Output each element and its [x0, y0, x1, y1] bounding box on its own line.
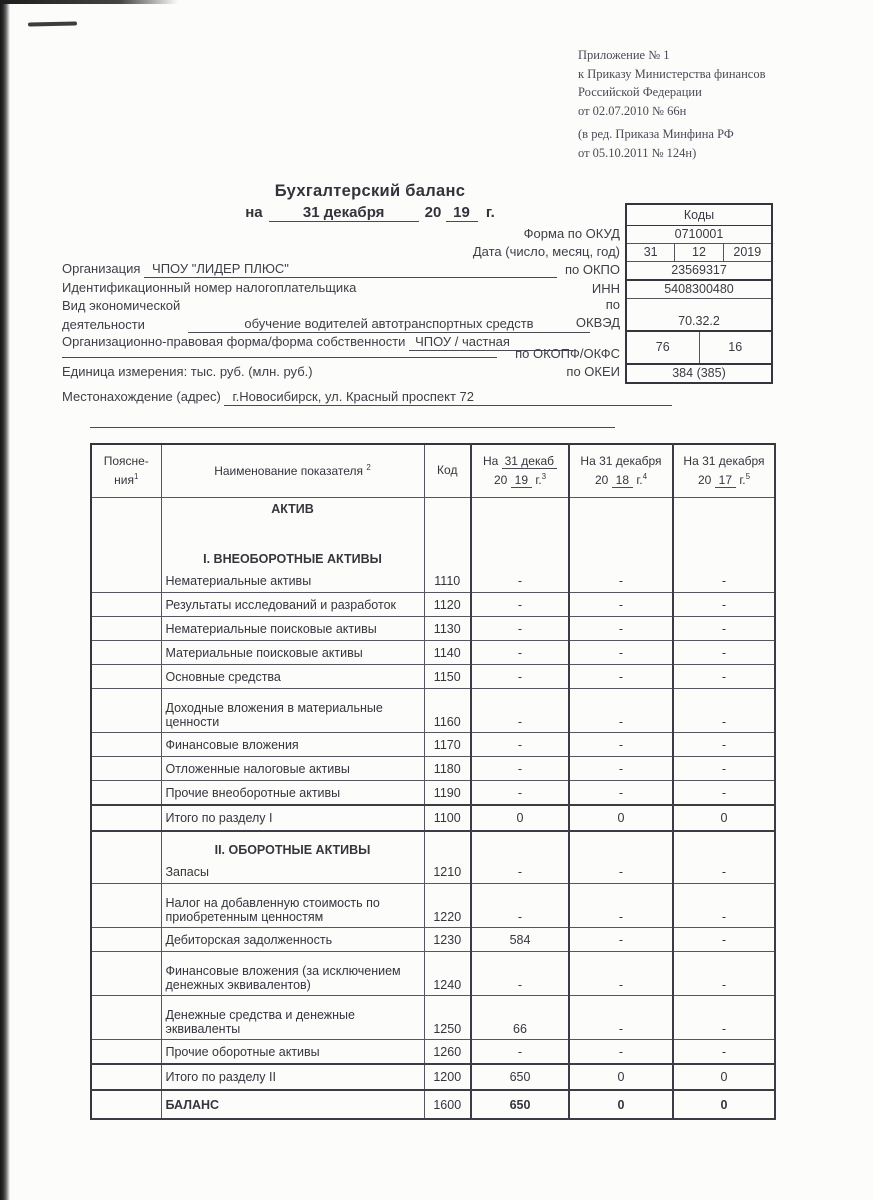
table-row — [91, 996, 775, 1040]
row-value-2019: - — [471, 952, 569, 996]
row-code: 1120 — [424, 593, 471, 617]
date-prefix: на — [245, 204, 263, 221]
okved-code: 70.32.2 — [627, 298, 771, 330]
table-row — [91, 805, 775, 831]
row-value-2019: - — [471, 781, 569, 806]
row-indicator-name: Нематериальные поисковые активы — [161, 617, 424, 641]
row-indicator-name: АКТИВ — [161, 498, 424, 542]
row-value-2017: - — [673, 641, 775, 665]
col-2018-suffix: г. — [636, 472, 643, 487]
row-notes — [91, 498, 161, 542]
row-value-2017: - — [673, 757, 775, 781]
document-date-line — [150, 204, 590, 222]
row-notes — [91, 1040, 161, 1065]
table-row — [91, 641, 775, 665]
regulation-annotation — [578, 46, 765, 162]
row-value-2018: - — [569, 860, 673, 884]
blank-underline — [90, 413, 615, 428]
col-2019-century: 20 — [493, 472, 508, 487]
balance-table — [90, 443, 776, 1120]
codes-header: Коды — [627, 205, 771, 226]
row-indicator-name: Итого по разделу I — [161, 805, 424, 831]
row-value-2019 — [471, 541, 569, 569]
document-title: Бухгалтерский баланс — [274, 182, 466, 200]
address-label: Местонахождение (адрес) — [62, 389, 221, 404]
row-indicator-name: Прочие оборотные активы — [161, 1040, 424, 1065]
address-row — [62, 389, 672, 406]
row-value-2018: 0 — [569, 1090, 673, 1119]
okpo-code: 23569317 — [627, 261, 771, 279]
col-2019-suffix: г. — [535, 472, 542, 487]
col-2017-year: 17 — [715, 473, 736, 488]
row-code: 1240 — [424, 952, 471, 996]
row-indicator-name: Финансовые вложения (за исключением денежных эквивалентов) — [161, 952, 424, 996]
row-value-2018: - — [569, 757, 673, 781]
scan-edge-top — [0, 0, 178, 4]
row-value-2018: - — [569, 952, 673, 996]
row-notes — [91, 805, 161, 831]
col-2018-century: 20 — [594, 472, 609, 487]
table-row — [91, 569, 775, 593]
row-code: 1260 — [424, 1040, 471, 1065]
row-notes — [91, 1090, 161, 1119]
row-code — [424, 541, 471, 569]
row-notes — [91, 952, 161, 996]
row-value-2018: - — [569, 884, 673, 928]
table-row — [91, 1090, 775, 1119]
row-indicator-name: Денежные средства и денежные эквиваленты — [161, 996, 424, 1040]
date-code-row — [627, 243, 771, 261]
row-value-2017: - — [673, 1040, 775, 1065]
row-code: 1100 — [424, 805, 471, 831]
annotation-line: Приложение № 1 — [578, 48, 670, 62]
row-value-2017: - — [673, 952, 775, 996]
row-code: 1180 — [424, 757, 471, 781]
row-value-2017: - — [673, 689, 775, 733]
row-value-2019: - — [471, 665, 569, 689]
organization-value: ЧПОУ "ЛИДЕР ПЛЮС" — [144, 261, 557, 278]
row-value-2018: - — [569, 733, 673, 757]
row-value-2018: - — [569, 1040, 673, 1065]
row-value-2017: - — [673, 860, 775, 884]
date-suffix: г. — [485, 204, 495, 221]
col-2019-sup: 3 — [541, 471, 547, 481]
col-header-2019 — [471, 444, 569, 498]
row-notes — [91, 665, 161, 689]
table-row — [91, 860, 775, 884]
row-value-2017: - — [673, 665, 775, 689]
row-value-2017: - — [673, 569, 775, 593]
col-2018-prefix: На 31 декабря — [580, 454, 662, 469]
row-indicator-name: Нематериальные активы — [161, 569, 424, 593]
table-row — [91, 781, 775, 806]
table-row — [91, 952, 775, 996]
organization-row — [62, 261, 557, 278]
row-notes — [91, 689, 161, 733]
date-day: 31 — [627, 244, 675, 261]
annotation-line: Российской Федерации — [578, 85, 702, 99]
row-code — [424, 831, 471, 860]
table-row — [91, 831, 775, 860]
row-indicator-name: Финансовые вложения — [161, 733, 424, 757]
row-notes — [91, 593, 161, 617]
row-value-2018: - — [569, 928, 673, 952]
row-indicator-name: Основные средства — [161, 665, 424, 689]
row-value-2019: - — [471, 569, 569, 593]
col-header-2018 — [569, 444, 673, 498]
balance-table-body — [91, 498, 775, 1120]
row-value-2018: - — [569, 593, 673, 617]
okei-label: по ОКЕИ — [566, 364, 620, 379]
row-notes — [91, 884, 161, 928]
row-value-2018: - — [569, 996, 673, 1040]
pen-dash-mark — [28, 21, 77, 26]
row-value-2018: 0 — [569, 1064, 673, 1090]
row-notes — [91, 617, 161, 641]
row-notes — [91, 928, 161, 952]
row-notes — [91, 996, 161, 1040]
row-notes — [91, 733, 161, 757]
scan-edge-left — [0, 0, 10, 1200]
okei-code: 384 (385) — [627, 363, 771, 382]
address-value: г.Новосибирск, ул. Красный проспект 72 — [224, 389, 672, 406]
row-value-2019: - — [471, 617, 569, 641]
row-code: 1130 — [424, 617, 471, 641]
date-field-label: Дата (число, месяц, год) — [472, 244, 620, 259]
organization-label: Организация — [62, 261, 141, 276]
row-value-2019: - — [471, 593, 569, 617]
name-header-text: Наименование показателя — [214, 463, 363, 478]
unit-of-measure-label: Единица измерения: тыс. руб. (млн. руб.) — [62, 364, 313, 379]
codes-box — [625, 203, 773, 384]
blank-underline — [62, 343, 497, 358]
row-value-2017: - — [673, 996, 775, 1040]
okved-label-line1: по — [605, 297, 620, 312]
row-value-2018: - — [569, 641, 673, 665]
activity-label-line1: Вид экономической — [62, 298, 181, 313]
activity-label-line2: деятельности — [62, 317, 145, 332]
row-value-2019: 66 — [471, 996, 569, 1040]
row-indicator-name: Прочие внеоборотные активы — [161, 781, 424, 806]
row-value-2018: - — [569, 781, 673, 806]
col-2019-date: 31 декаб — [502, 454, 557, 469]
table-row — [91, 733, 775, 757]
col-2017-suffix: г. — [739, 472, 746, 487]
okfs-code: 16 — [728, 340, 743, 354]
row-value-2019: - — [471, 689, 569, 733]
table-row — [91, 498, 775, 542]
col-header-notes — [91, 444, 161, 498]
inn-row-label: Идентификационный номер налогоплательщика — [62, 280, 357, 295]
table-row — [91, 1064, 775, 1090]
row-indicator-name: II. ОБОРОТНЫЕ АКТИВЫ — [161, 831, 424, 860]
row-code: 1250 — [424, 996, 471, 1040]
annotation-line: от 02.07.2010 № 66н — [578, 103, 687, 118]
row-value-2017: 0 — [673, 1090, 775, 1119]
row-value-2017: - — [673, 733, 775, 757]
row-notes — [91, 860, 161, 884]
row-code: 1230 — [424, 928, 471, 952]
row-value-2017: - — [673, 781, 775, 806]
row-value-2019: 0 — [471, 805, 569, 831]
row-notes — [91, 641, 161, 665]
table-header-row — [91, 444, 775, 498]
row-notes — [91, 781, 161, 806]
row-code: 1150 — [424, 665, 471, 689]
row-value-2017: - — [673, 593, 775, 617]
row-code: 1110 — [424, 569, 471, 593]
col-2018-sup: 4 — [642, 471, 648, 481]
row-value-2018: - — [569, 689, 673, 733]
row-value-2019: - — [471, 884, 569, 928]
date-month: 12 — [675, 244, 723, 261]
row-value-2018: 0 — [569, 805, 673, 831]
activity-value: обучение водителей автотранспортных средств — [188, 316, 590, 333]
row-value-2019: - — [471, 860, 569, 884]
table-row — [91, 665, 775, 689]
col-header-indicator-name — [161, 444, 424, 498]
col-2019-prefix: На — [482, 454, 499, 469]
row-value-2018 — [569, 831, 673, 860]
col-2019-year: 19 — [511, 473, 532, 488]
row-code: 1190 — [424, 781, 471, 806]
inn-code: 5408300480 — [627, 279, 771, 298]
row-indicator-name: Итого по разделу II — [161, 1064, 424, 1090]
okpo-label: по ОКПО — [564, 262, 620, 277]
row-value-2019: - — [471, 1040, 569, 1065]
row-code: 1200 — [424, 1064, 471, 1090]
table-row — [91, 689, 775, 733]
row-value-2017: - — [673, 617, 775, 641]
legal-form-label: Организационно-правовая форма/форма собственности — [62, 334, 406, 349]
row-value-2019 — [471, 498, 569, 542]
row-indicator-name: Налог на добавленную стоимость по приобретенным ценностям — [161, 884, 424, 928]
row-indicator-name: Дебиторская задолженность — [161, 928, 424, 952]
notes-header-line2: ния — [114, 472, 134, 487]
row-code: 1160 — [424, 689, 471, 733]
name-header-sup: 2 — [366, 462, 371, 472]
col-header-code: Код — [424, 444, 471, 498]
row-indicator-name: Отложенные налоговые активы — [161, 757, 424, 781]
row-code: 1140 — [424, 641, 471, 665]
row-notes — [91, 1064, 161, 1090]
row-value-2018 — [569, 541, 673, 569]
row-indicator-name: I. ВНЕОБОРОТНЫЕ АКТИВЫ — [161, 541, 424, 569]
row-code: 1220 — [424, 884, 471, 928]
date-century: 20 — [424, 204, 442, 221]
table-row — [91, 541, 775, 569]
row-value-2019: 650 — [471, 1064, 569, 1090]
row-indicator-name: БАЛАНС — [161, 1090, 424, 1119]
row-value-2018: - — [569, 665, 673, 689]
row-indicator-name: Запасы — [161, 860, 424, 884]
row-value-2017 — [673, 831, 775, 860]
table-row — [91, 928, 775, 952]
col-2017-prefix: На 31 декабря — [683, 454, 765, 469]
row-notes — [91, 569, 161, 593]
row-code: 1210 — [424, 860, 471, 884]
row-value-2018: - — [569, 617, 673, 641]
row-value-2019: - — [471, 757, 569, 781]
annotation-line: к Приказу Министерства финансов — [578, 66, 766, 81]
col-header-2017 — [673, 444, 775, 498]
notes-header-sup: 1 — [133, 471, 139, 481]
row-value-2018 — [569, 498, 673, 542]
col-2017-sup: 5 — [745, 471, 751, 481]
col-2018-year: 18 — [612, 473, 633, 488]
table-row — [91, 593, 775, 617]
table-row — [91, 757, 775, 781]
okud-code: 0710001 — [674, 227, 724, 241]
table-row — [91, 1040, 775, 1065]
col-2017-century: 20 — [697, 472, 712, 487]
row-indicator-name: Доходные вложения в материальные ценности — [161, 689, 424, 733]
row-code: 1600 — [424, 1090, 471, 1119]
row-value-2019 — [471, 831, 569, 860]
row-notes — [91, 831, 161, 860]
row-value-2017: 0 — [673, 805, 775, 831]
okopf-code: 76 — [627, 332, 700, 363]
table-row — [91, 617, 775, 641]
row-value-2018: - — [569, 569, 673, 593]
row-value-2017 — [673, 498, 775, 542]
row-indicator-name: Материальные поисковые активы — [161, 641, 424, 665]
date-year: 19 — [446, 204, 478, 222]
annotation-line: от 05.10.2011 № 124н) — [578, 145, 697, 160]
row-value-2017: 0 — [673, 1064, 775, 1090]
row-notes — [91, 757, 161, 781]
notes-header-line1: Поясне- — [103, 454, 149, 469]
okopf-okfs-codes — [627, 330, 771, 363]
date-value: 31 декабря — [269, 204, 419, 222]
row-value-2017 — [673, 541, 775, 569]
okud-form-label: Форма по ОКУД — [523, 226, 620, 241]
row-value-2019: 584 — [471, 928, 569, 952]
row-value-2017: - — [673, 928, 775, 952]
row-value-2017: - — [673, 884, 775, 928]
row-value-2019: - — [471, 733, 569, 757]
row-code: 1170 — [424, 733, 471, 757]
annotation-line: (в ред. Приказа Минфина РФ — [578, 127, 734, 141]
legal-form-value: ЧПОУ / частная — [409, 334, 573, 351]
row-notes — [91, 541, 161, 569]
okopf-okfs-label: по ОКОПФ/ОКФС — [515, 346, 620, 361]
okved-label-line2: ОКВЭД — [575, 315, 620, 330]
row-value-2019: - — [471, 641, 569, 665]
table-row — [91, 884, 775, 928]
date-year: 2019 — [733, 245, 762, 259]
row-code — [424, 498, 471, 542]
row-value-2019: 650 — [471, 1090, 569, 1119]
inn-label: ИНН — [591, 281, 620, 296]
row-indicator-name: Результаты исследований и разработок — [161, 593, 424, 617]
